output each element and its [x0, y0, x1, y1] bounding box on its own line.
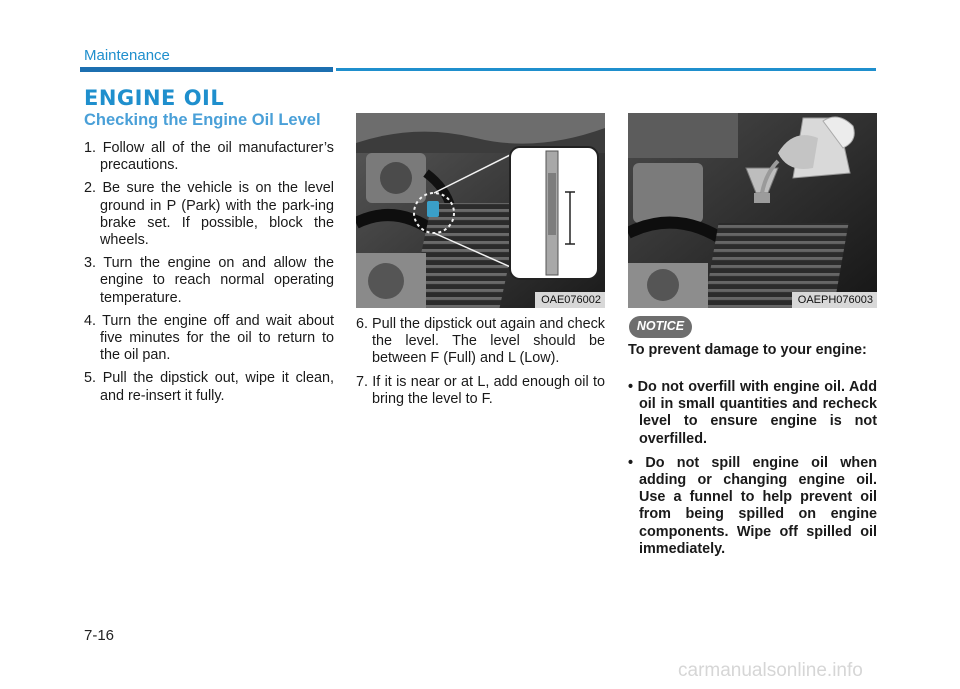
watermark: carmanualsonline.info [678, 660, 863, 681]
notice-item: • Do not overfill with engine oil. Add oil in small quantities and recheck level to ensure engine is not overfilled. [628, 379, 877, 447]
procedure-step: 5. Pull the dipstick out, wipe it clean, and re-insert it fully. [84, 370, 334, 404]
page-number: 7-16 [84, 627, 115, 644]
procedure-steps-col1 [84, 140, 334, 411]
notice-item: • Do not spill engine oil when adding or changing engine oil. Use a funnel to help prevent oil from being spilled on engine components. Wipe off spilled oil immediately. [628, 454, 877, 557]
notice-heading: To prevent damage to your engine: [628, 342, 867, 358]
notice-list [628, 379, 877, 565]
procedure-step: 1. Follow all of the oil manufacturer’s precautions. [84, 140, 334, 174]
section-label: Maintenance [84, 47, 170, 64]
procedure-step: 7. If it is near or at L, add enough oil to bring the level to F. [356, 373, 605, 407]
notice-badge-label: NOTICE [636, 319, 685, 333]
section-title: ENGINE OIL [84, 86, 225, 110]
header-rule-light [336, 68, 876, 71]
sub-title: Checking the Engine Oil Level [84, 111, 321, 129]
engine-dipstick-illustration [356, 113, 605, 308]
procedure-step: 3. Turn the engine on and allow the engine to reach normal operating temperature. [84, 255, 334, 306]
header-rule-dark [80, 67, 333, 72]
procedure-step: 4. Turn the engine off and wait about five minutes for the oil to return to the oil pan. [84, 312, 334, 364]
figure-code: OAEPH076003 [792, 292, 877, 308]
figure-code: OAE076002 [535, 292, 605, 308]
procedure-step: 2. Be sure the vehicle is on the level ground in P (Park) with the park-ing brake set. If possible, block the wheels. [84, 180, 334, 249]
adding-oil-illustration [628, 113, 877, 308]
procedure-step: 6. Pull the dipstick out again and check the level. The level should be between F (Full) and L (Low). [356, 316, 605, 367]
engine-dipstick-figure [356, 113, 605, 308]
procedure-steps-col2 [356, 316, 605, 414]
adding-oil-figure [628, 113, 877, 308]
